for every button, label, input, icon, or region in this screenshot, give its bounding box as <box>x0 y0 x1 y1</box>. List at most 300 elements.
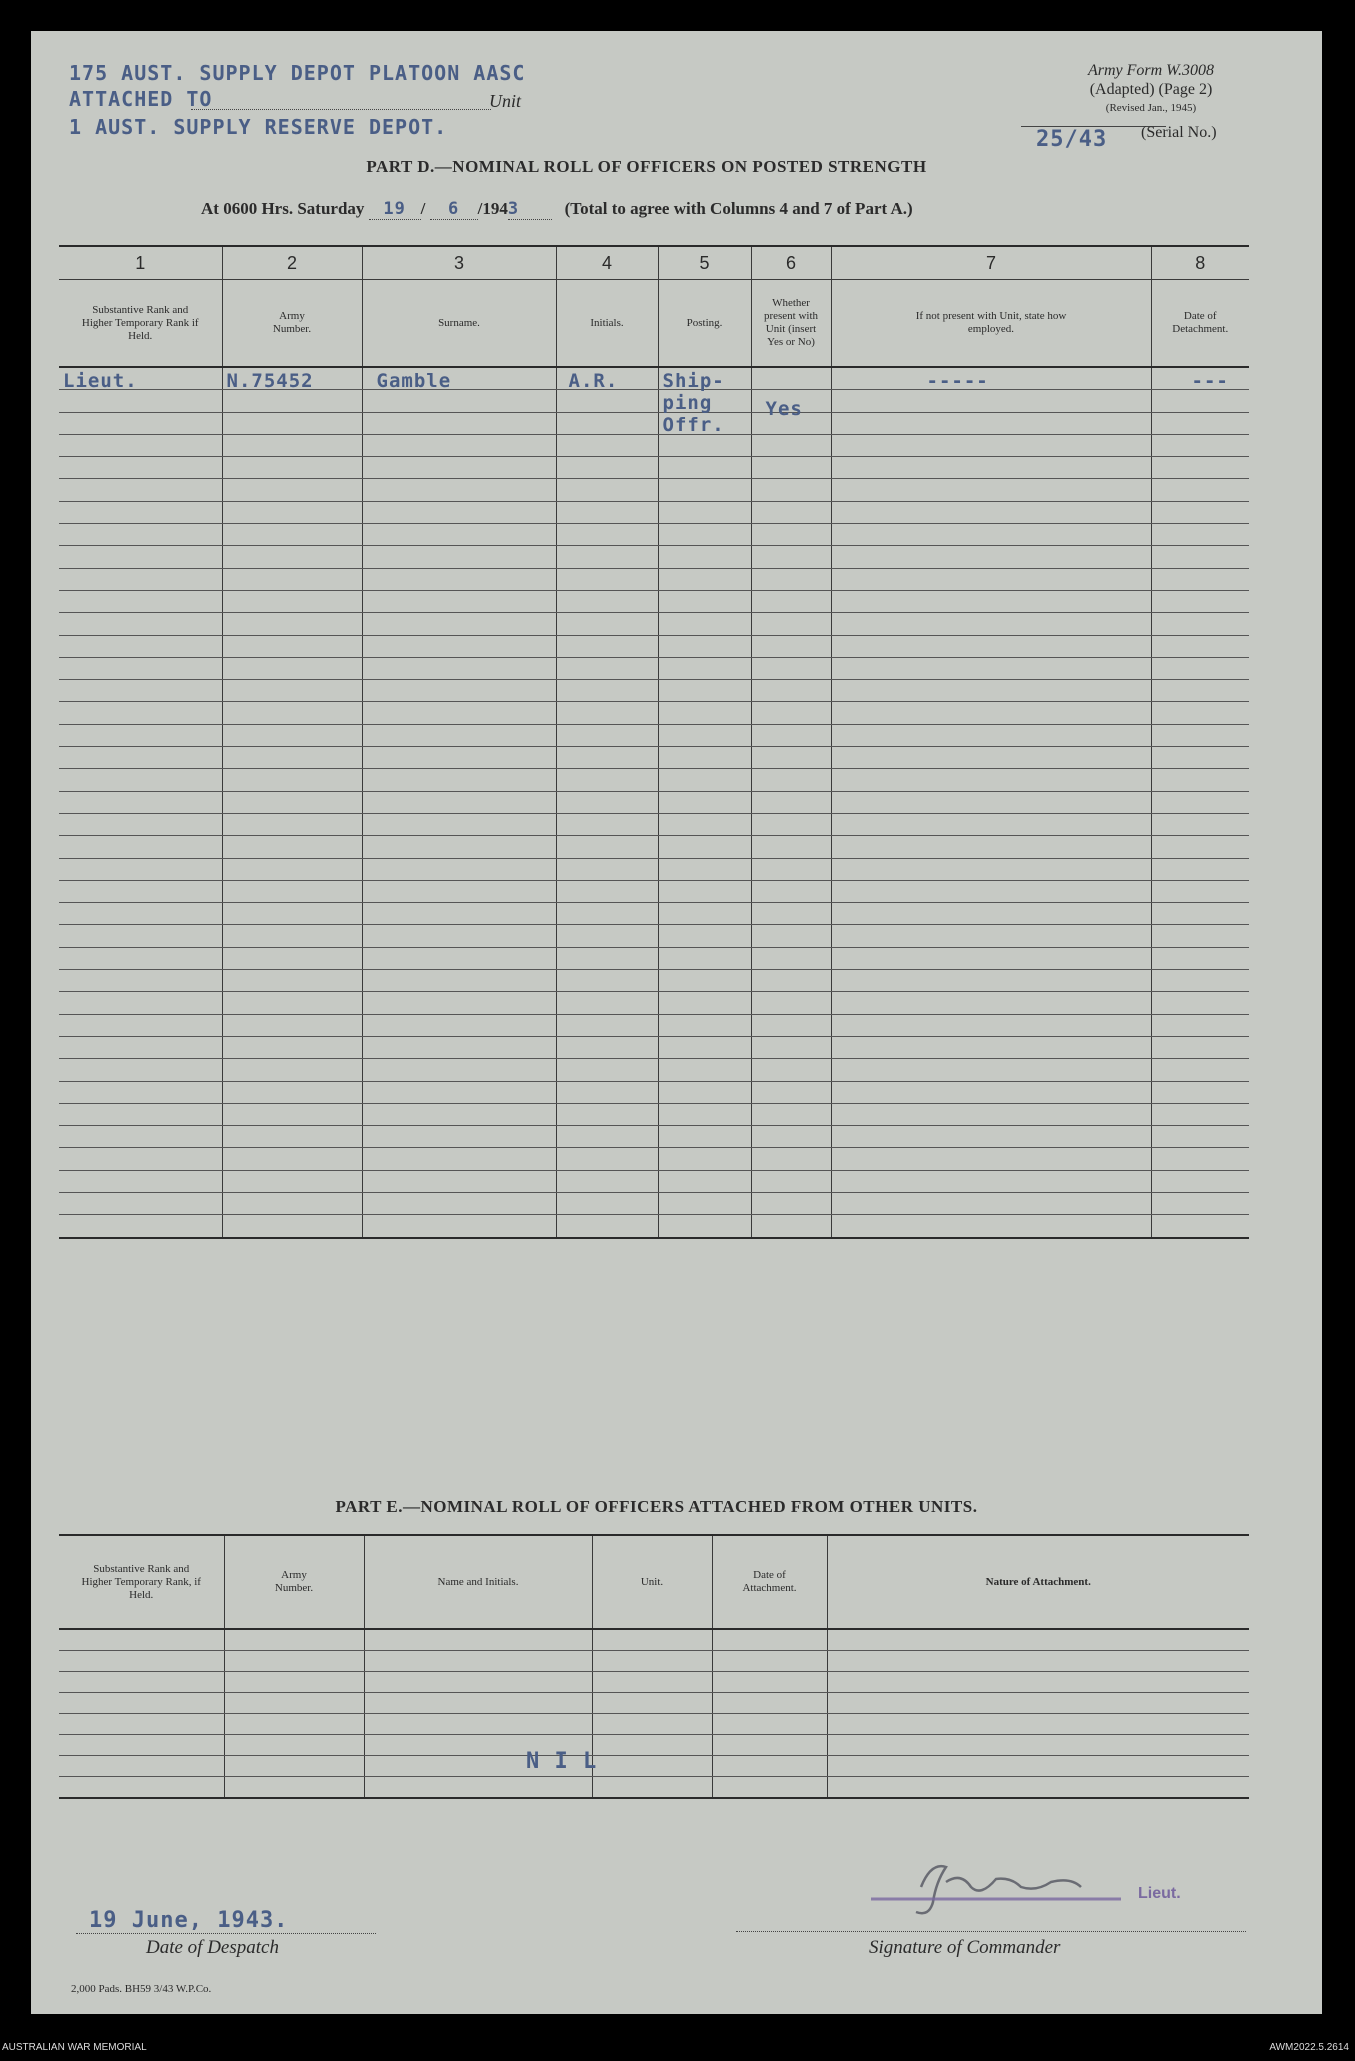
part-d-row <box>59 635 1249 657</box>
part-d-cell-date-of-detachment <box>1151 925 1249 947</box>
part-d-cell-initials <box>556 970 658 992</box>
part-d-cell-how-employed <box>831 546 1151 568</box>
part-d-cell-date-of-detachment <box>1151 590 1249 612</box>
part-d-cell-present <box>751 590 831 612</box>
part-d-cell-how-employed <box>831 1148 1151 1170</box>
part-e-row <box>59 1651 1249 1672</box>
part-d-cell-initials <box>556 836 658 858</box>
part-d-cell-present <box>751 657 831 679</box>
part-d-cell-army-number <box>222 769 362 791</box>
part-d-cell-date-of-detachment <box>1151 546 1249 568</box>
part-d-cell-present <box>751 367 831 420</box>
part-e-cell <box>224 1714 364 1735</box>
header-present: Whether present with Unit (insert Yes or No) <box>751 280 831 368</box>
part-d-cell-how-employed <box>831 657 1151 679</box>
part-d-cell-surname <box>362 1059 556 1081</box>
part-d-cell-rank <box>59 1170 222 1192</box>
part-d-cell-how-employed <box>831 724 1151 746</box>
part-d-cell-initials <box>556 457 658 479</box>
part-d-cell-army-number <box>222 635 362 657</box>
part-d-cell-army-number <box>222 457 362 479</box>
part-d-row <box>59 546 1249 568</box>
part-d-cell-rank <box>59 1059 222 1081</box>
part-d-cell-surname <box>362 724 556 746</box>
part-d-row <box>59 434 1249 456</box>
part-e-cell <box>592 1651 712 1672</box>
part-d-cell-how-employed <box>831 747 1151 769</box>
part-d-cell-army-number <box>222 970 362 992</box>
part-d-cell-how-employed <box>831 903 1151 925</box>
part-e-row <box>59 1672 1249 1693</box>
part-d-row <box>59 813 1249 835</box>
part-e-cell <box>224 1756 364 1777</box>
part-d-row <box>59 880 1249 902</box>
commander-stamp: Lieut. <box>1138 1885 1181 1902</box>
part-d-cell-army-number <box>222 390 362 412</box>
part-e-cell <box>592 1629 712 1651</box>
form-adapted: (Adapted) (Page 2) <box>1089 81 1213 98</box>
part-d-row <box>59 501 1249 523</box>
col-number-5: 5 <box>658 246 751 280</box>
part-d-cell-surname <box>362 1014 556 1036</box>
part-d-cell-how-employed <box>831 635 1151 657</box>
part-d-cell-rank <box>59 769 222 791</box>
part-d-cell-how-employed <box>831 590 1151 612</box>
archive-caption-right: AWM2022.5.2614 <box>1269 2042 1349 2053</box>
part-d-cell-initials <box>556 1215 658 1238</box>
part-e-cell <box>827 1735 1249 1756</box>
part-d-cell-date-of-detachment <box>1151 524 1249 546</box>
part-e-cell <box>712 1629 827 1651</box>
part-d-cell-initials <box>556 635 658 657</box>
part-d-cell-army-number <box>222 1192 362 1214</box>
part-e-cell <box>364 1651 592 1672</box>
part-d-cell-present <box>751 1059 831 1081</box>
part-d-cell-surname <box>362 613 556 635</box>
part-d-cell-initials <box>556 434 658 456</box>
part-d-cell-initials <box>556 367 658 390</box>
part-e-cell <box>224 1651 364 1672</box>
e-header-army-number: Army Number. <box>224 1535 364 1629</box>
part-d-cell-army-number <box>222 1036 362 1058</box>
e-header-unit: Unit. <box>592 1535 712 1629</box>
part-d-cell-present <box>751 813 831 835</box>
part-d-row <box>59 1192 1249 1214</box>
part-d-row <box>59 657 1249 679</box>
part-d-cell-posting <box>658 457 751 479</box>
part-e-nil: N I L <box>526 1749 598 1774</box>
serial-label: (Serial No.) <box>1141 124 1217 141</box>
part-d-cell-how-employed <box>831 1036 1151 1058</box>
part-d-cell-posting <box>658 769 751 791</box>
unit-line-1: 175 AUST. SUPPLY DEPOT PLATOON AASC <box>69 61 526 85</box>
form-reference <box>1041 61 1261 118</box>
part-d-cell-rank <box>59 1081 222 1103</box>
part-d-cell-date-of-detachment <box>1151 680 1249 702</box>
part-d-cell-posting <box>658 590 751 612</box>
part-d-cell-present <box>751 747 831 769</box>
part-d-cell-rank <box>59 434 222 456</box>
part-d-cell-surname <box>362 501 556 523</box>
despatch-date: 19 June, 1943. <box>89 1908 289 1933</box>
part-d-cell-posting <box>658 1170 751 1192</box>
part-e-cell <box>59 1756 224 1777</box>
part-e-row <box>59 1777 1249 1799</box>
part-d-cell-posting <box>658 1126 751 1148</box>
part-e-row <box>59 1714 1249 1735</box>
part-d-cell-rank <box>59 412 222 434</box>
part-e-cell <box>592 1672 712 1693</box>
part-d-cell-initials <box>556 501 658 523</box>
part-d-cell-how-employed <box>831 813 1151 835</box>
part-d-cell-rank <box>59 947 222 969</box>
part-d-cell-posting <box>658 925 751 947</box>
part-d-cell-army-number <box>222 947 362 969</box>
part-d-cell-how-employed <box>831 568 1151 590</box>
part-d-cell-posting <box>658 1014 751 1036</box>
part-e-cell <box>224 1777 364 1799</box>
part-d-cell-posting <box>658 1103 751 1125</box>
part-d-cell-initials <box>556 657 658 679</box>
part-e-table <box>59 1534 1249 1799</box>
part-d-cell-initials <box>556 1170 658 1192</box>
part-d-cell-initials <box>556 390 658 412</box>
part-d-cell-present <box>751 1103 831 1125</box>
part-d-cell-posting <box>658 501 751 523</box>
part-d-cell-present <box>751 680 831 702</box>
part-d-cell-army-number <box>222 434 362 456</box>
part-d-cell-how-employed <box>831 702 1151 724</box>
part-d-cell-rank <box>59 970 222 992</box>
part-d-cell-posting <box>658 903 751 925</box>
header-rank: Substantive Rank and Higher Temporary Rank if Held. <box>59 280 222 368</box>
part-d-cell-date-of-detachment <box>1151 970 1249 992</box>
part-d-row <box>59 992 1249 1014</box>
part-d-cell-army-number <box>222 590 362 612</box>
part-d-cell-date-of-detachment <box>1151 1059 1249 1081</box>
part-d-cell-how-employed <box>831 1103 1151 1125</box>
part-d-cell-surname <box>362 947 556 969</box>
part-e-cell <box>712 1714 827 1735</box>
part-d-cell-posting <box>658 791 751 813</box>
part-d-cell-rank <box>59 590 222 612</box>
part-d-cell-date-of-detachment <box>1151 858 1249 880</box>
part-d-cell-army-number <box>222 791 362 813</box>
part-d-cell-surname <box>362 858 556 880</box>
part-d-cell-present <box>751 903 831 925</box>
part-d-cell-posting <box>658 747 751 769</box>
col-number-3: 3 <box>362 246 556 280</box>
part-d-cell-present <box>751 479 831 501</box>
part-d-cell-posting <box>658 635 751 657</box>
part-d-cell-rank <box>59 501 222 523</box>
part-d-cell-surname <box>362 925 556 947</box>
part-d-date-line: At 0600 Hrs. Saturday 19 / 6 /1943 (Total to agree with Columns 4 and 7 of Part A.) <box>201 199 913 219</box>
part-d-cell-army-number <box>222 836 362 858</box>
part-e-cell <box>364 1777 592 1799</box>
part-e-column-headers <box>59 1535 1249 1629</box>
attached-to-text: ATTACHED TO <box>69 87 213 111</box>
part-d-cell-army-number <box>222 479 362 501</box>
part-d-cell-posting <box>658 970 751 992</box>
part-d-cell-rank <box>59 880 222 902</box>
part-d-cell-how-employed <box>831 1059 1151 1081</box>
part-d-cell-surname <box>362 747 556 769</box>
header-initials: Initials. <box>556 280 658 368</box>
part-d-cell-how-employed <box>831 434 1151 456</box>
part-d-cell-date-of-detachment <box>1151 457 1249 479</box>
part-d-cell-initials <box>556 412 658 434</box>
part-d-cell-rank <box>59 747 222 769</box>
part-d-cell-how-employed <box>831 769 1151 791</box>
date-year-digit: 3 <box>508 199 552 220</box>
part-d-cell-initials <box>556 1192 658 1214</box>
date-prefix: At 0600 Hrs. Saturday <box>201 199 365 218</box>
part-d-cell-present <box>751 1148 831 1170</box>
part-d-cell-initials <box>556 1126 658 1148</box>
part-d-row <box>59 590 1249 612</box>
part-d-cell-how-employed <box>831 524 1151 546</box>
part-e-cell <box>224 1693 364 1714</box>
part-d-cell-date-of-detachment <box>1151 880 1249 902</box>
part-d-cell-posting <box>658 1192 751 1214</box>
part-e-cell <box>592 1777 712 1799</box>
part-d-cell-how-employed <box>831 1126 1151 1148</box>
part-d-row <box>59 1081 1249 1103</box>
part-d-cell-date-of-detachment <box>1151 635 1249 657</box>
part-d-row <box>59 680 1249 702</box>
part-d-cell-army-number <box>222 747 362 769</box>
part-d-cell-present <box>751 1126 831 1148</box>
part-e-row <box>59 1693 1249 1714</box>
despatch-label: Date of Despatch <box>146 1937 279 1958</box>
entry-initials: A.R. <box>568 370 619 392</box>
part-d-cell-how-employed <box>831 1081 1151 1103</box>
part-d-cell-surname <box>362 680 556 702</box>
date-note: (Total to agree with Columns 4 and 7 of Part A.) <box>564 199 913 218</box>
part-d-cell-surname <box>362 546 556 568</box>
part-d-cell-how-employed <box>831 367 1151 390</box>
part-d-cell-present <box>751 880 831 902</box>
part-d-cell-surname <box>362 1126 556 1148</box>
part-d-row <box>59 390 1249 412</box>
part-d-cell-surname <box>362 1103 556 1125</box>
part-e-cell <box>712 1672 827 1693</box>
part-d-row <box>59 947 1249 969</box>
part-d-cell-surname <box>362 1215 556 1238</box>
part-d-cell-date-of-detachment <box>1151 657 1249 679</box>
part-d-cell-army-number <box>222 724 362 746</box>
print-code: 2,000 Pads. BH59 3/43 W.P.Co. <box>71 1983 212 1995</box>
part-d-cell-present <box>751 724 831 746</box>
part-e-cell <box>827 1756 1249 1777</box>
part-d-cell-posting <box>658 1215 751 1238</box>
part-d-cell-army-number <box>222 702 362 724</box>
part-d-cell-date-of-detachment <box>1151 947 1249 969</box>
part-d-row <box>59 1215 1249 1238</box>
part-d-cell-rank <box>59 367 222 390</box>
part-d-cell-posting <box>658 657 751 679</box>
part-d-cell-posting <box>658 880 751 902</box>
part-d-cell-initials <box>556 546 658 568</box>
part-e-cell <box>712 1777 827 1799</box>
col-number-1: 1 <box>59 246 222 280</box>
part-d-row <box>59 1170 1249 1192</box>
part-d-cell-posting <box>658 947 751 969</box>
archive-caption-left: AUSTRALIAN WAR MEMORIAL <box>2 2042 147 2053</box>
part-d-row <box>59 769 1249 791</box>
part-d-cell-rank <box>59 836 222 858</box>
part-d-row <box>59 1014 1249 1036</box>
part-d-cell-army-number <box>222 546 362 568</box>
part-d-cell-present <box>751 836 831 858</box>
form-name: Army Form W.3008 <box>1087 62 1215 79</box>
header-how-employed: If not present with Unit, state how employed. <box>831 280 1151 368</box>
part-d-cell-present <box>751 434 831 456</box>
part-d-cell-surname <box>362 434 556 456</box>
part-d-cell-surname <box>362 702 556 724</box>
part-e-cell <box>827 1672 1249 1693</box>
part-d-cell-present <box>751 501 831 523</box>
part-e-cell <box>364 1629 592 1651</box>
part-d-cell-surname <box>362 524 556 546</box>
part-d-cell-date-of-detachment <box>1151 1192 1249 1214</box>
part-d-cell-army-number <box>222 1014 362 1036</box>
part-d-row <box>59 925 1249 947</box>
part-d-cell-rank <box>59 1126 222 1148</box>
part-d-cell-surname <box>362 390 556 412</box>
part-d-cell-surname <box>362 1192 556 1214</box>
part-e-cell <box>827 1651 1249 1672</box>
part-e-row <box>59 1735 1249 1756</box>
signature-label: Signature of Commander <box>869 1937 1061 1958</box>
part-e-cell <box>712 1735 827 1756</box>
col-number-6: 6 <box>751 246 831 280</box>
part-d-row <box>59 1126 1249 1148</box>
part-d-cell-initials <box>556 947 658 969</box>
part-e-cell <box>712 1693 827 1714</box>
part-e-cell <box>364 1714 592 1735</box>
part-d-cell-rank <box>59 992 222 1014</box>
part-d-cell-army-number <box>222 1081 362 1103</box>
part-d-cell-present <box>751 546 831 568</box>
part-d-cell-posting <box>658 836 751 858</box>
part-d-cell-army-number <box>222 1170 362 1192</box>
part-d-cell-initials <box>556 747 658 769</box>
part-d-cell-how-employed <box>831 457 1151 479</box>
part-d-cell-how-employed <box>831 613 1151 635</box>
part-d-cell-rank <box>59 479 222 501</box>
part-d-cell-initials <box>556 568 658 590</box>
part-d-cell-posting <box>658 479 751 501</box>
part-d-cell-how-employed <box>831 390 1151 412</box>
part-d-cell-army-number <box>222 903 362 925</box>
part-d-cell-initials <box>556 1103 658 1125</box>
part-d-cell-how-employed <box>831 1192 1151 1214</box>
part-d-cell-surname <box>362 970 556 992</box>
part-e-cell <box>827 1693 1249 1714</box>
part-e-cell <box>224 1629 364 1651</box>
e-header-rank: Substantive Rank and Higher Temporary Rank, if Held. <box>59 1535 224 1629</box>
despatch-dotted-line <box>76 1933 376 1934</box>
part-d-cell-army-number <box>222 501 362 523</box>
part-d-cell-army-number <box>222 992 362 1014</box>
part-d-cell-army-number <box>222 568 362 590</box>
header-surname: Surname. <box>362 280 556 368</box>
part-e-cell <box>592 1735 712 1756</box>
part-d-cell-posting <box>658 568 751 590</box>
header-army-number: Army Number. <box>222 280 362 368</box>
part-d-cell-date-of-detachment <box>1151 390 1249 412</box>
part-d-row <box>59 457 1249 479</box>
part-d-cell-rank <box>59 546 222 568</box>
part-d-cell-present <box>751 702 831 724</box>
part-d-cell-posting <box>658 1036 751 1058</box>
part-d-cell-present <box>751 613 831 635</box>
part-e-cell <box>592 1756 712 1777</box>
part-d-row <box>59 1103 1249 1125</box>
part-d-cell-present <box>751 970 831 992</box>
part-d-row <box>59 367 1249 390</box>
part-d-cell-rank <box>59 1215 222 1238</box>
entry-present: Yes <box>765 398 803 420</box>
part-d-cell-surname <box>362 479 556 501</box>
part-d-cell-date-of-detachment <box>1151 1081 1249 1103</box>
part-d-cell-how-employed <box>831 858 1151 880</box>
part-d-cell-date-of-detachment <box>1151 791 1249 813</box>
part-d-cell-present <box>751 992 831 1014</box>
part-d-cell-rank <box>59 1103 222 1125</box>
part-d-cell-rank <box>59 657 222 679</box>
part-d-cell-posting <box>658 858 751 880</box>
entry-surname: Gamble <box>376 370 452 392</box>
part-d-cell-posting <box>658 367 751 436</box>
part-e-cell <box>827 1629 1249 1651</box>
part-d-cell-initials <box>556 524 658 546</box>
part-d-cell-how-employed <box>831 970 1151 992</box>
attached-to-line <box>69 87 212 111</box>
part-d-cell-army-number <box>222 813 362 835</box>
part-d-cell-army-number <box>222 1215 362 1238</box>
part-d-cell-present <box>751 947 831 969</box>
part-d-cell-rank <box>59 903 222 925</box>
part-d-cell-initials <box>556 925 658 947</box>
part-d-cell-posting <box>658 680 751 702</box>
part-d-cell-posting <box>658 546 751 568</box>
part-d-cell-initials <box>556 880 658 902</box>
part-d-cell-posting <box>658 702 751 724</box>
part-d-cell-present <box>751 1036 831 1058</box>
part-d-row <box>59 747 1249 769</box>
attached-dotted-line <box>191 109 491 110</box>
part-d-cell-date-of-detachment <box>1151 724 1249 746</box>
part-d-cell-surname <box>362 791 556 813</box>
part-d-cell-date-of-detachment <box>1151 479 1249 501</box>
part-d-cell-posting <box>658 724 751 746</box>
date-month: 6 <box>430 199 478 220</box>
part-d-cell-army-number <box>222 524 362 546</box>
part-d-cell-posting <box>658 434 751 456</box>
part-d-cell-date-of-detachment <box>1151 1014 1249 1036</box>
part-d-cell-initials <box>556 1036 658 1058</box>
part-d-cell-initials <box>556 1059 658 1081</box>
part-d-cell-initials <box>556 791 658 813</box>
part-d-cell-initials <box>556 590 658 612</box>
part-e-cell <box>364 1693 592 1714</box>
part-d-cell-surname <box>362 568 556 590</box>
part-d-cell-present <box>751 568 831 590</box>
part-d-cell-how-employed <box>831 836 1151 858</box>
